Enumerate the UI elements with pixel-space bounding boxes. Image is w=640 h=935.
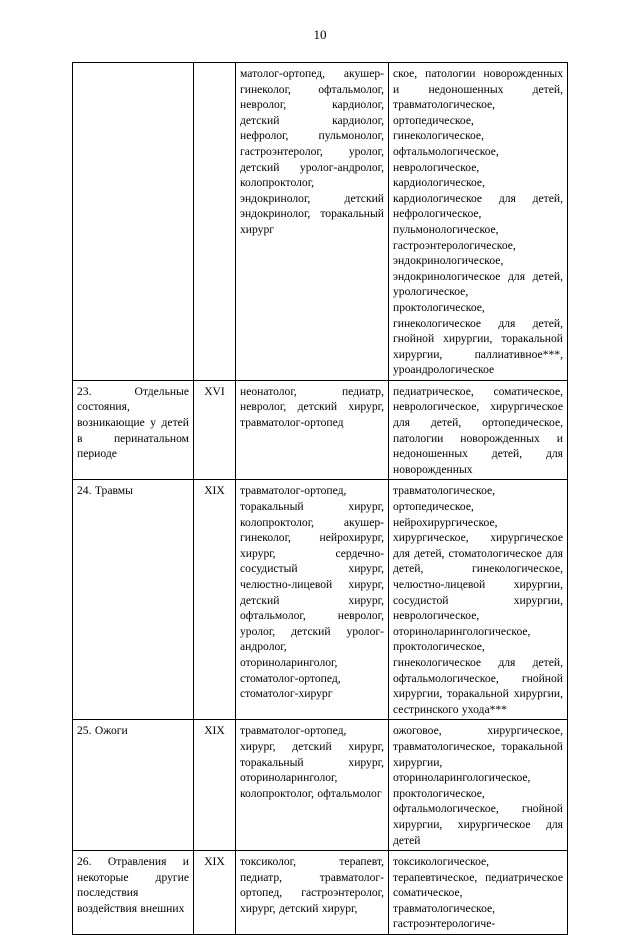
specialists-cell: токсиколог, терапевт, педиатр, травматолог-ортопед, гастроэнтеролог, хирург, детский хирург, xyxy=(236,851,389,935)
specialists-cell: травматолог-ортопед, хирург, детский хирург, торакальный хирург, оториноларинголог, колопроктолог, офтальмолог xyxy=(236,720,389,851)
specialists-cell: травматолог-ортопед, торакальный хирург, колопроктолог, акушер-гинеколог, нейрохирург, хирург, сердечно-сосудистый хирург, челюстно-лицевой хирург, детский хирург, офтальмолог, невролог, уролог, детский уролог-андролог, оториноларинголог, стоматолог-ортопед, стоматолог-хирург xyxy=(236,480,389,720)
bed-profiles-cell: ское, патологии новорожденных и недоношенных детей, травматологическое, ортопедическое, гинекологическое, офтальмологическое, неврологическое, кардиологическое, кардиологическое для детей, нефрологическое, пульмонологическое, гастроэнтерологическое, эндокринологическое, эндокринологическое для детей, урологическое, проктологическое, гинекологическое для детей, гнойной хирургии, торакальной хирургии, паллиативное***, уроандрологическое xyxy=(389,63,568,381)
table-row xyxy=(73,720,568,851)
hospitalization-profiles-table xyxy=(72,62,568,935)
icd-class-cell: XIX xyxy=(194,720,236,851)
disease-group-cell xyxy=(73,63,194,381)
disease-group-cell: 24. Травмы xyxy=(73,480,194,720)
table-row xyxy=(73,851,568,935)
bed-profiles-cell: ожоговое, хирургическое, травматологическое, торакальной хирургии, оториноларингологическое, проктологическое, офтальмологическое, гнойной хирургии, хирургическое для детей xyxy=(389,720,568,851)
disease-group-cell: 26. Отравления и некоторые другие последствия воздействия внешних xyxy=(73,851,194,935)
specialists-cell: неонатолог, педиатр, невролог, детский хирург, травматолог-ортопед xyxy=(236,380,389,480)
bed-profiles-cell: токсикологическое, терапевтическое, педиатрическое соматическое, травматологическое, гастроэнтерологиче- xyxy=(389,851,568,935)
disease-group-cell: 23. Отдельные состояния, возникающие у детей в перинатальном периоде xyxy=(73,380,194,480)
bed-profiles-cell: травматологическое, ортопедическое, нейрохирургическое, хирургическое, хирургическое для детей, стоматологическое для детей, гинекологическое, челюстно-лицевой хирургии, сосудистой хирургии, неврологическое, оториноларингологическое, проктологическое, гинекологическое для детей, офтальмологическое, гнойной хирургии, торакальной хирургии, сестринского ухода*** xyxy=(389,480,568,720)
page-number: 10 xyxy=(313,27,327,42)
icd-class-cell: XIX xyxy=(194,851,236,935)
bed-profiles-cell: педиатрическое, соматическое, неврологическое, хирургическое для детей, ортопедическое, патологии новорожденных и недоношенных детей, для новорожденных xyxy=(389,380,568,480)
specialists-cell: матолог-ортопед, акушер-гинеколог, офтальмолог, невролог, кардиолог, детский кардиолог, нефролог, пульмонолог, гастроэнтеролог, уролог, детский уролог-андролог, колопроктолог, эндокринолог, детский эндокринолог, торакальный хирург xyxy=(236,63,389,381)
icd-class-cell xyxy=(194,63,236,381)
icd-class-cell: XVI xyxy=(194,380,236,480)
table-row xyxy=(73,63,568,381)
table-row xyxy=(73,480,568,720)
disease-group-cell: 25. Ожоги xyxy=(73,720,194,851)
table-row xyxy=(73,380,568,480)
icd-class-cell: XIX xyxy=(194,480,236,720)
